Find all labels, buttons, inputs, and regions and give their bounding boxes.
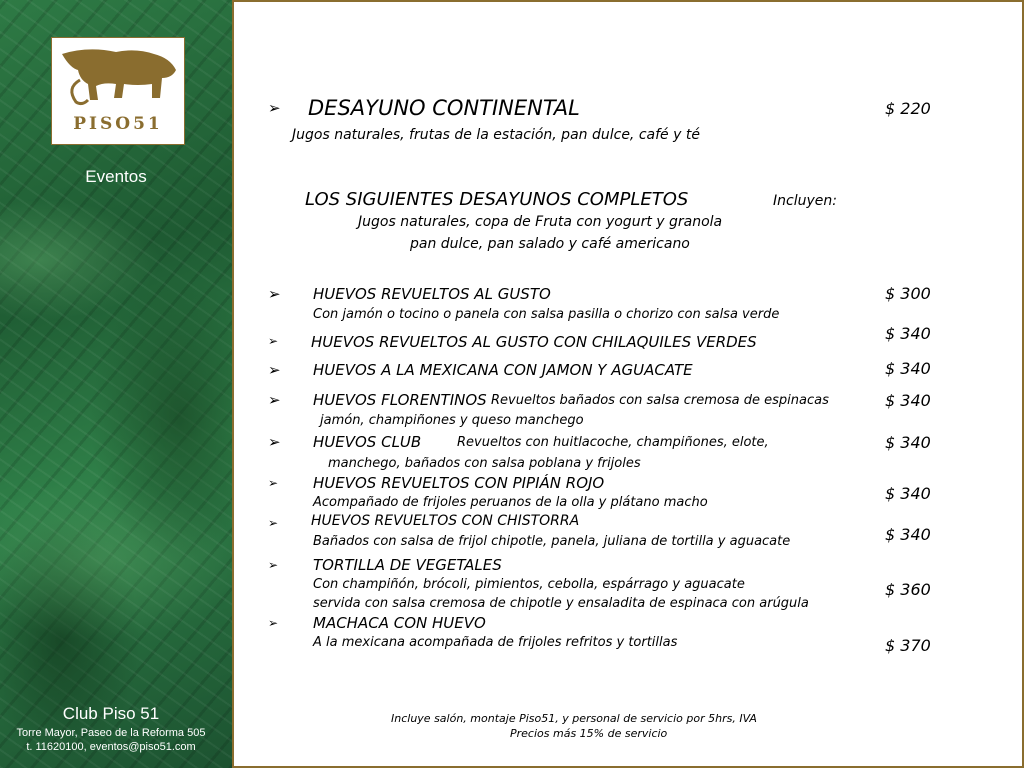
item-price: $ 370 — [885, 636, 931, 655]
arrow-bullet-icon: ➢ — [268, 285, 281, 303]
arrow-bullet-icon: ➢ — [268, 361, 281, 379]
item-desc: Con jamón o tocino o panela con salsa pasilla o chorizo con salsa verde — [313, 307, 780, 322]
complete-line1: Jugos naturales, copa de Fruta con yogurt y granola — [358, 214, 723, 230]
arrow-bullet-icon: ➢ — [268, 433, 281, 451]
item-desc: Bañados con salsa de frijol chipotle, panela, juliana de tortilla y aguacate — [313, 534, 791, 549]
item-inline: Revueltos bañados con salsa cremosa de espinacas — [491, 393, 829, 408]
complete-line2: pan dulce, pan salado y café americano — [410, 236, 690, 252]
arrow-bullet-icon: ➢ — [268, 334, 279, 348]
piso51-logo — [51, 37, 185, 145]
continental-price: $ 220 — [885, 99, 931, 118]
item-name: HUEVOS CLUB — [313, 433, 422, 451]
item-name: HUEVOS REVUELTOS CON PIPIÁN ROJO — [313, 474, 605, 492]
item-name: HUEVOS REVUELTOS CON CHISTORRA — [311, 513, 580, 529]
arrow-bullet-icon: ➢ — [268, 99, 281, 117]
arrow-bullet-icon: ➢ — [268, 616, 279, 630]
item-desc: Con champiñón, brócoli, pimientos, cebolla, espárrago y aguacate — [313, 577, 745, 592]
item-price: $ 340 — [885, 484, 931, 503]
complete-includes: Incluyen: — [773, 193, 837, 209]
item-desc: jamón, champiñones y queso manchego — [320, 413, 584, 428]
item-name: HUEVOS A LA MEXICANA CON JAMON Y AGUACATE — [313, 361, 693, 379]
item-name: TORTILLA DE VEGETALES — [313, 556, 502, 574]
item-price: $ 340 — [885, 391, 931, 410]
club-address: Torre Mayor, Paseo de la Reforma 505 — [16, 727, 206, 739]
item-name: MACHACA CON HUEVO — [313, 614, 486, 632]
item-price: $ 340 — [885, 433, 931, 452]
arrow-bullet-icon: ➢ — [268, 558, 279, 572]
club-name: Club Piso 51 — [62, 704, 160, 723]
footer-line2: Precios más 15% de servicio — [510, 727, 668, 740]
item-price: $ 360 — [885, 580, 931, 599]
item-price: $ 340 — [885, 525, 931, 544]
item-name: HUEVOS REVUELTOS AL GUSTO — [313, 285, 551, 303]
arrow-bullet-icon: ➢ — [268, 391, 281, 409]
complete-title: LOS SIGUIENTES DESAYUNOS COMPLETOS — [305, 189, 689, 210]
item-desc: Acompañado de frijoles peruanos de la olla y plátano macho — [313, 495, 708, 510]
item-inline: Revueltos con huitlacoche, champiñones, elote, — [457, 435, 769, 450]
arrow-bullet-icon: ➢ — [268, 476, 279, 490]
item-desc-2: servida con salsa cremosa de chipotle y ensaladita de espinaca con arúgula — [313, 596, 809, 611]
item-name: HUEVOS FLORENTINOS — [313, 391, 487, 409]
item-price: $ 340 — [885, 359, 931, 378]
section-label: Eventos — [85, 167, 147, 186]
logo-text: PISO51 — [73, 114, 163, 134]
continental-title: DESAYUNO CONTINENTAL — [308, 96, 580, 120]
sidebar — [0, 0, 234, 768]
continental-desc: Jugos naturales, frutas de la estación, pan dulce, café y té — [292, 127, 700, 143]
item-desc: A la mexicana acompañada de frijoles refritos y tortillas — [313, 635, 678, 650]
footer-line1: Incluye salón, montaje Piso51, y personal de servicio por 5hrs, IVA — [391, 712, 757, 725]
item-price: $ 300 — [885, 284, 931, 303]
arrow-bullet-icon: ➢ — [268, 516, 279, 530]
lion-icon — [58, 44, 178, 110]
club-contact: t. 11620100, eventos@piso51.com — [26, 741, 196, 753]
item-desc: manchego, bañados con salsa poblana y frijoles — [328, 456, 641, 471]
item-price: $ 340 — [885, 324, 931, 343]
item-name: HUEVOS REVUELTOS AL GUSTO CON CHILAQUILES VERDES — [311, 333, 757, 351]
